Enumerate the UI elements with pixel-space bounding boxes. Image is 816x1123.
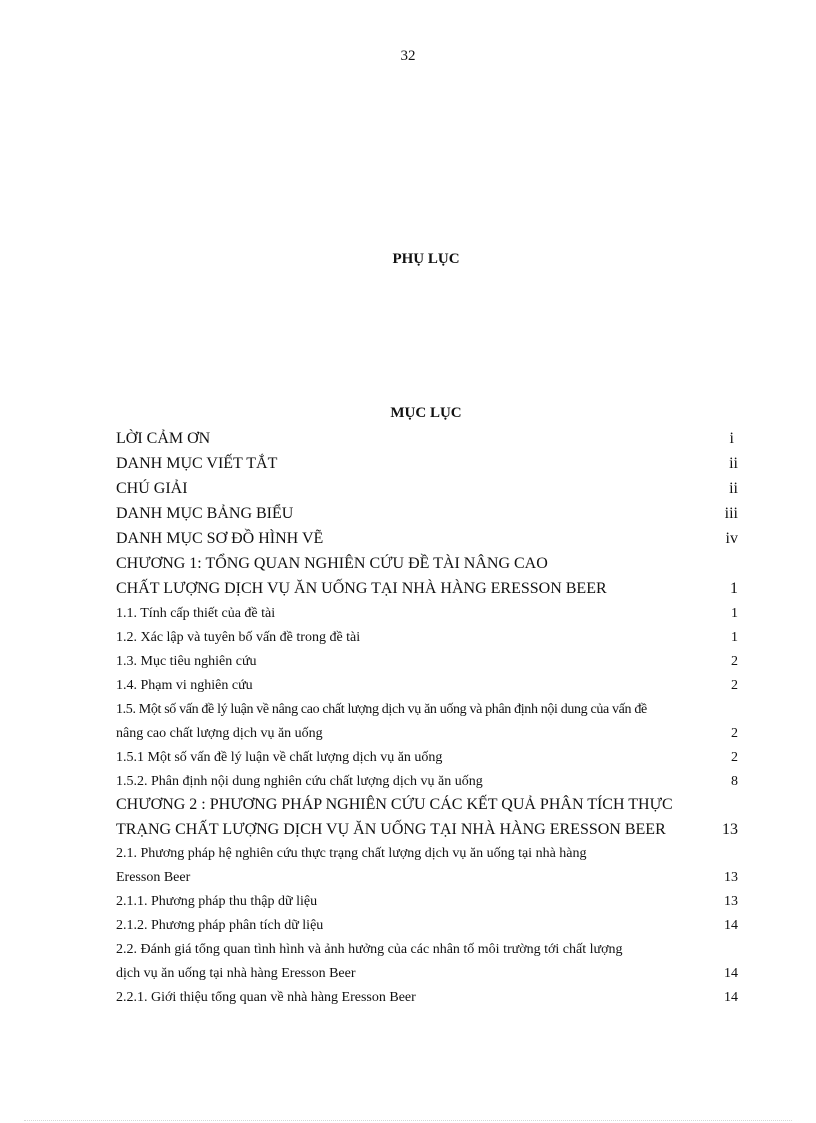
- toc-entry-text: TRẠNG CHẤT LƯỢNG DỊCH VỤ ĂN UỐNG TẠI NHÀ HÀNG ERESSON BEER: [116, 821, 666, 838]
- toc-entry-text: dịch vụ ăn uống tại nhà hàng Eresson Beer: [116, 966, 356, 981]
- toc-entry-text: 2.2.1. Giới thiệu tổng quan về nhà hàng Eresson Beer: [116, 990, 416, 1005]
- toc-entry-text: 2.2. Đánh giá tổng quan tình hình và ảnh hưởng của các nhân tố môi trường tới chất lượng: [116, 942, 623, 957]
- toc-entry-text: 1.3. Mục tiêu nghiên cứu: [116, 654, 257, 669]
- toc-entry-text: 2.1. Phương pháp hệ nghiên cứu thực trạng chất lượng dịch vụ ăn uống tại nhà hàng: [116, 846, 587, 861]
- toc-entry-text: LỜI CẢM ƠN: [116, 430, 211, 447]
- toc-entry-page: 13: [724, 894, 738, 909]
- toc-entry-text: CHƯƠNG 2 : PHƯƠNG PHÁP NGHIÊN CỨU CÁC KẾT QUẢ PHÂN TÍCH THỰC: [116, 796, 673, 813]
- toc-entry-page: 2: [731, 654, 738, 669]
- toc-entry-page: 13: [724, 870, 738, 885]
- page-divider: [24, 1120, 792, 1121]
- toc-entry-page: 2: [731, 750, 738, 765]
- toc-entry-page: iii: [724, 505, 738, 522]
- toc-entry-text: DANH MỤC VIẾT TẮT: [116, 455, 278, 472]
- toc-entry-page: 14: [724, 918, 738, 933]
- toc-entry-page: iv: [725, 530, 738, 547]
- toc-entry-page: 2: [731, 726, 738, 741]
- toc-entry-text: CHÚ GIẢI: [116, 480, 188, 497]
- toc-entry-text: DANH MỤC SƠ ĐỒ HÌNH VẼ: [116, 530, 324, 547]
- toc-entry-page: 1: [731, 630, 738, 645]
- toc-entry-text: nâng cao chất lượng dịch vụ ăn uống: [116, 726, 323, 741]
- toc-entry-page: ii: [729, 455, 738, 472]
- toc-entry-text: 1.2. Xác lập và tuyên bố vấn đề trong đề tài: [116, 630, 361, 645]
- toc-entry-text: 1.5.2. Phân định nội dung nghiên cứu chất lượng dịch vụ ăn uống: [116, 774, 483, 789]
- toc-entry-page: 14: [724, 990, 738, 1005]
- toc-entry-page: 8: [731, 774, 738, 789]
- toc-entry-page: 13: [722, 821, 738, 838]
- toc-entry-text: Eresson Beer: [116, 870, 191, 885]
- toc-entry-text: 1.4. Phạm vi nghiên cứu: [116, 678, 253, 693]
- toc-entry-text: CHẤT LƯỢNG DỊCH VỤ ĂN UỐNG TẠI NHÀ HÀNG ERESSON BEER: [116, 580, 607, 597]
- toc-entry-text: DANH MỤC BẢNG BIỂU: [116, 505, 294, 522]
- toc-entry-text: 2.1.2. Phương pháp phân tích dữ liệu: [116, 918, 324, 933]
- toc-title: MỤC LỤC: [390, 405, 462, 421]
- toc-entry-text: 1.1. Tính cấp thiết của đề tài: [116, 606, 276, 621]
- toc-entry-text: 1.5. Một số vấn đề lý luận về nâng cao chất lượng dịch vụ ăn uống và phân định nội dung của vấn đề: [116, 702, 647, 717]
- toc-entry-page: 1: [730, 580, 738, 597]
- toc-entry-text: 1.5.1 Một số vấn đề lý luận về chất lượng dịch vụ ăn uống: [116, 750, 443, 765]
- appendix-title: PHỤ LỤC: [392, 251, 460, 267]
- page-number: 32: [400, 48, 416, 64]
- toc-entry-page: 2: [731, 678, 738, 693]
- toc-entry-page: 1: [731, 606, 738, 621]
- toc-entry-page: 14: [724, 966, 738, 981]
- toc-entry-page: ii: [729, 480, 738, 497]
- toc-entry-page: i: [729, 430, 734, 447]
- toc-entry-text: 2.1.1. Phương pháp thu thập dữ liệu: [116, 894, 318, 909]
- toc-entry-text: CHƯƠNG 1: TỔNG QUAN NGHIÊN CỨU ĐỀ TÀI NÂNG CAO: [116, 555, 548, 572]
